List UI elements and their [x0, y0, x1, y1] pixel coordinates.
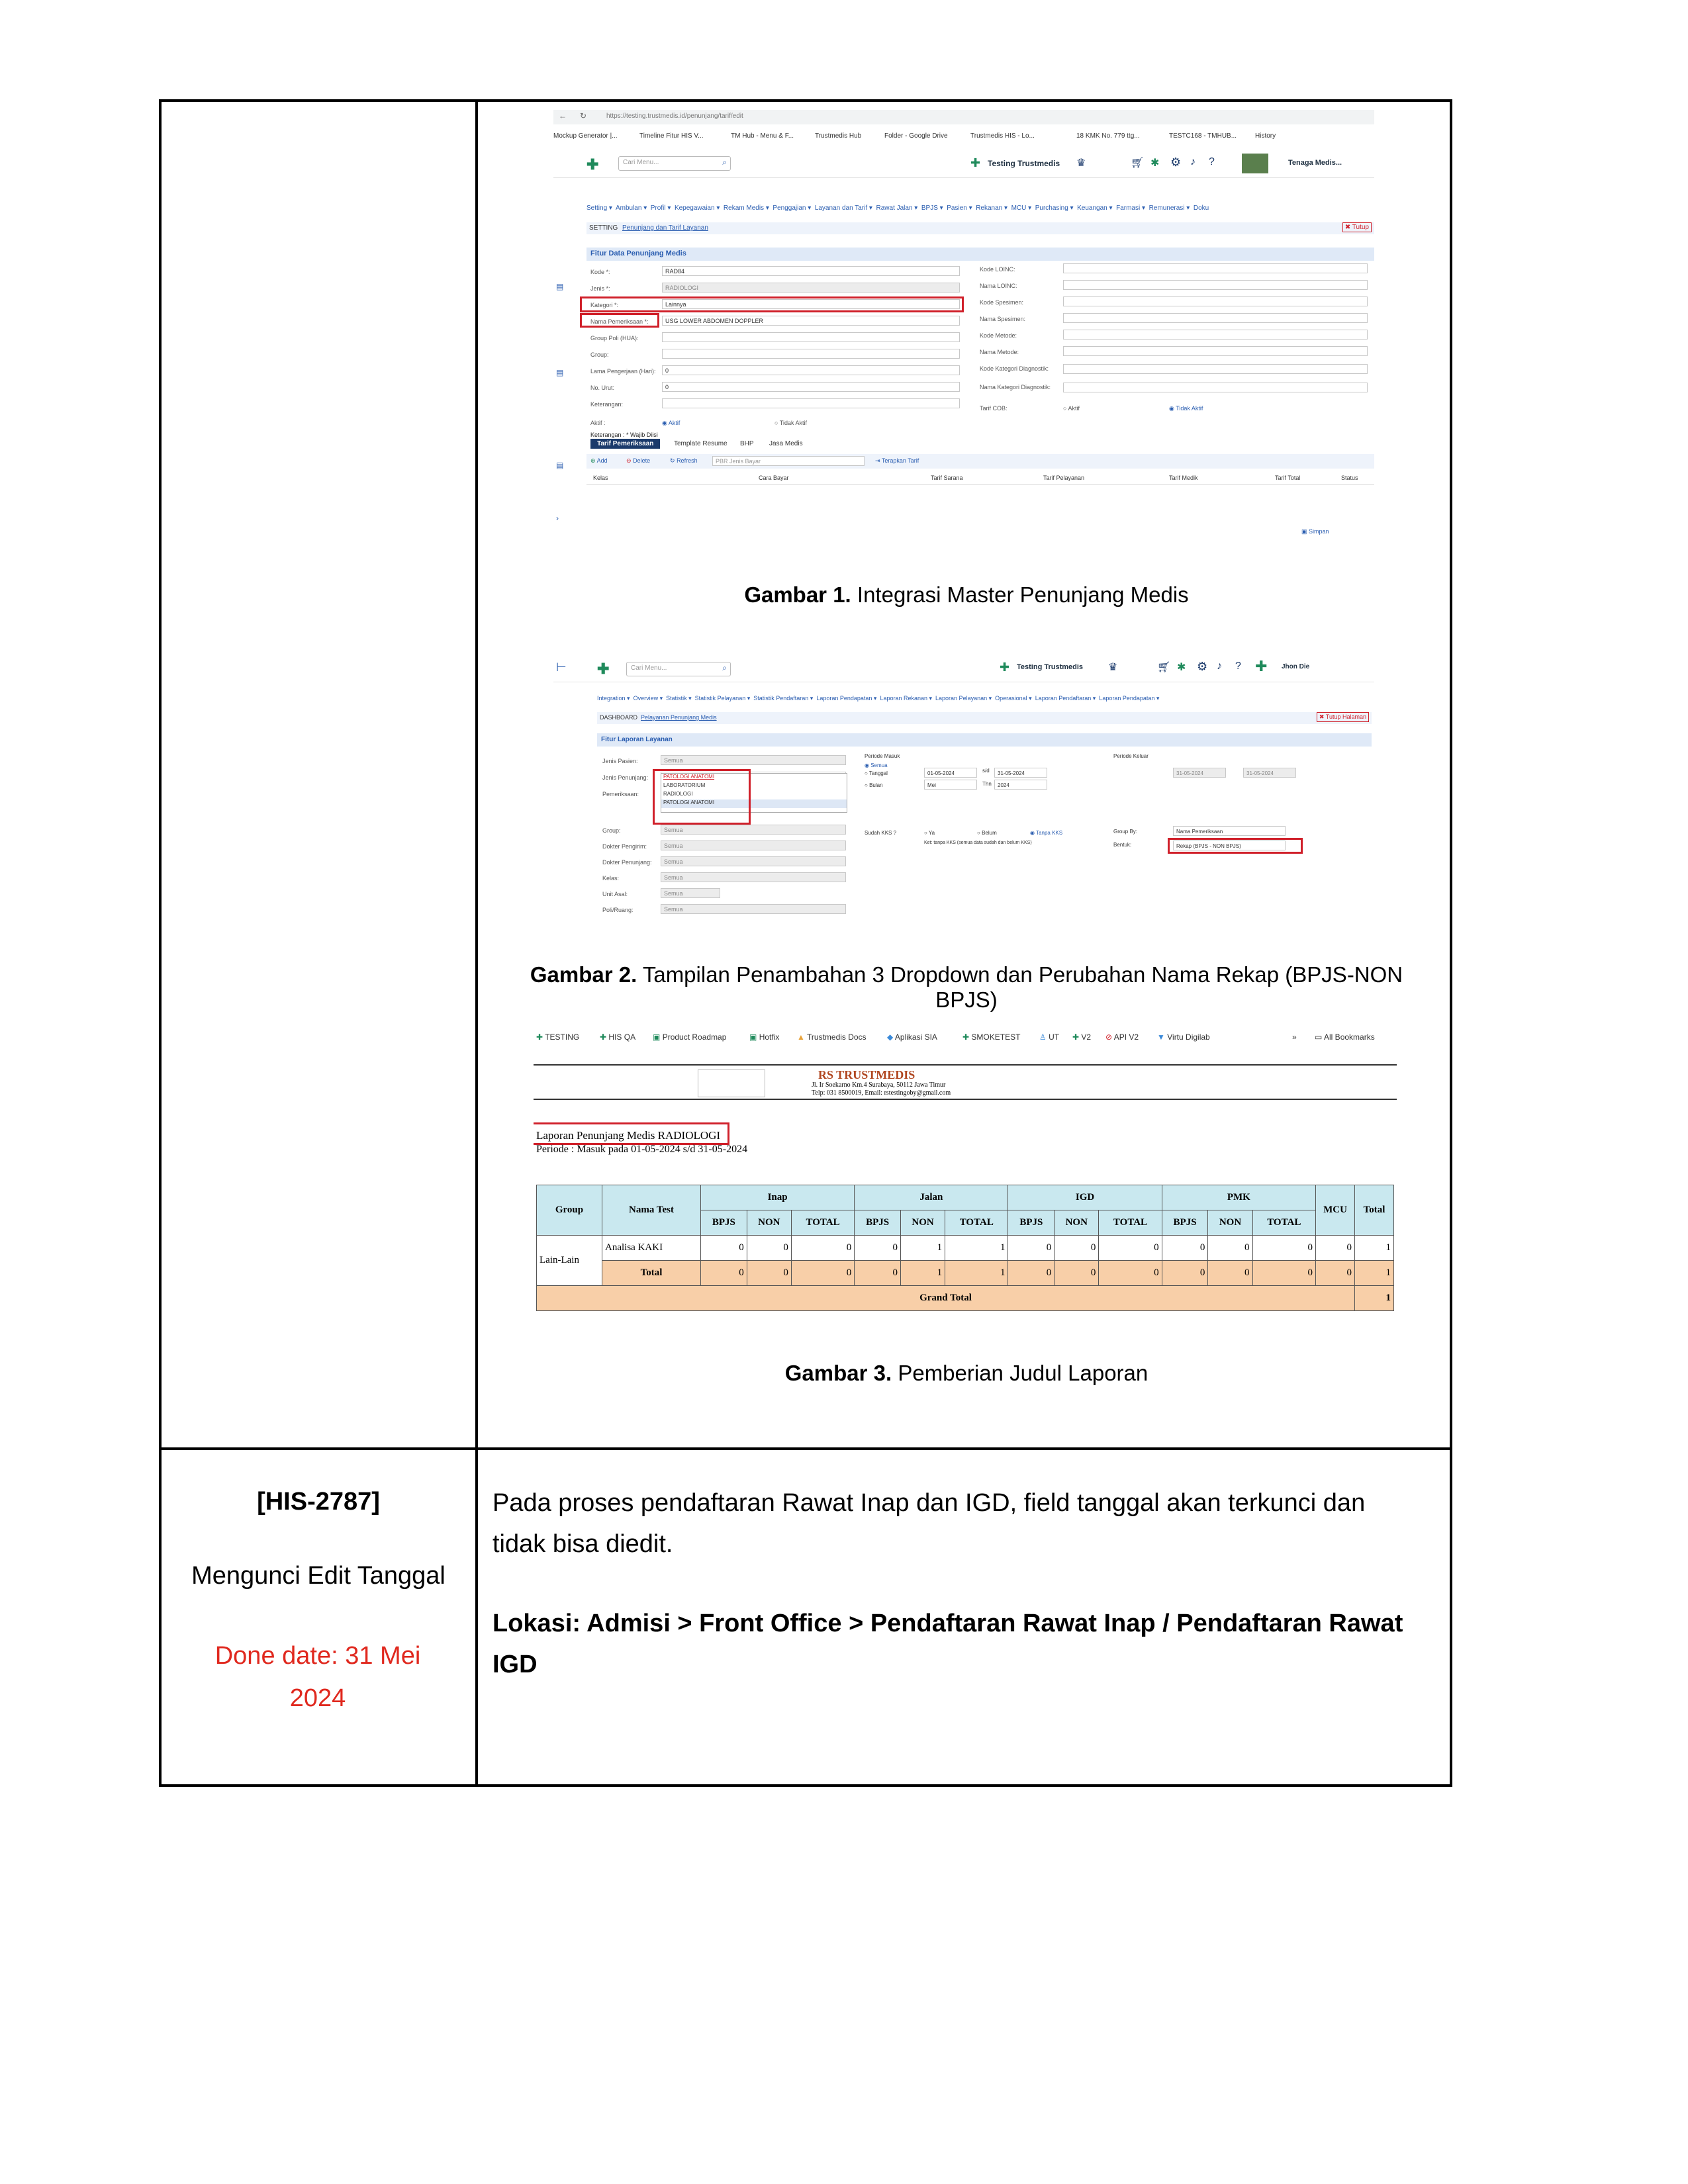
menu-item[interactable]: Profil — [650, 205, 666, 212]
dropdown-option[interactable]: PATOLOGI ANATOMI — [661, 799, 847, 808]
keluar-date-to[interactable]: 31-05-2024 — [1243, 768, 1296, 778]
nama-spesimen-select[interactable] — [1063, 313, 1368, 323]
column-header: Tarif Medik — [1169, 475, 1198, 481]
menu-item[interactable]: Statistik — [666, 695, 687, 702]
value-cell: 1 — [900, 1261, 945, 1286]
aktif-label: Aktif : — [590, 420, 606, 426]
close-page-button[interactable]: ✖ Tutup Halaman — [1317, 712, 1369, 722]
table-total-row — [537, 1261, 1394, 1286]
sub-header: TOTAL — [791, 1210, 854, 1236]
name-cell: Analisa KAKI — [602, 1236, 701, 1261]
figure-2-caption: Gambar 2. Tampilan Penambahan 3 Dropdown dan Perubahan Nama Rekap (BPJS-NON BPJS) — [530, 962, 1403, 1012]
dropdown-option-selected[interactable]: PATOLOGI ANATOMI — [663, 774, 715, 780]
bookmark-item[interactable]: ✚ TESTING — [536, 1032, 580, 1042]
tab-template-resume[interactable]: Template Resume — [674, 440, 727, 447]
refresh-icon: ↻ — [670, 457, 675, 464]
dropdown-option[interactable]: RADIOLOGI — [663, 791, 693, 797]
unit-asal-select[interactable]: Semua — [661, 888, 720, 898]
report-title-highlight — [534, 1122, 729, 1145]
brand-name: Testing Trustmedis — [988, 159, 1060, 168]
value-cell: 0 — [1252, 1236, 1315, 1261]
brand-icon: ✚ — [970, 156, 981, 169]
action-bar — [586, 454, 1374, 469]
bookmark-item[interactable]: TM Hub - Menu & F... — [731, 132, 794, 140]
sd-label: s/d — [982, 768, 990, 774]
bentuk-highlight — [1168, 838, 1303, 854]
menu-item[interactable]: Farmasi — [1116, 205, 1141, 212]
date-from-input[interactable]: 01-05-2024 — [924, 768, 977, 778]
sub-header: NON — [900, 1210, 945, 1236]
add-button[interactable]: ⊕ Add — [590, 457, 608, 464]
menu-item[interactable]: Ambulan — [615, 205, 642, 212]
cart-icon[interactable]: 🛒︎ — [1131, 158, 1145, 169]
menu-item[interactable]: Doku — [1193, 205, 1209, 212]
kode-spesimen-input[interactable] — [1063, 296, 1368, 306]
close-tab-button[interactable]: ✖ Tutup — [1342, 222, 1372, 232]
header-pmk: PMK — [1162, 1185, 1315, 1210]
apply-icon: ⇥ — [875, 457, 880, 464]
dokter-penunjang-select[interactable]: Semua — [661, 856, 846, 866]
group-by-label: Group By: — [1113, 829, 1138, 835]
field-label: Group: — [602, 827, 621, 834]
cart-icon[interactable]: 🛒︎ — [1157, 662, 1171, 673]
bookmarks-bar — [534, 1032, 1397, 1047]
tab-bhp[interactable]: BHP — [740, 440, 754, 447]
value-cell: 0 — [1055, 1261, 1099, 1286]
kks-belum-radio[interactable]: ○ Belum — [977, 830, 997, 836]
bookmark-item[interactable]: ✚ SMOKETEST — [962, 1032, 1021, 1042]
report-header-rule-2 — [534, 1099, 1397, 1100]
menu-item[interactable]: Keuangan — [1077, 205, 1107, 212]
gear-icon[interactable]: ⚙ — [1197, 660, 1208, 673]
sub-header: BPJS — [855, 1210, 901, 1236]
tab-jasa-medis[interactable]: Jasa Medis — [769, 440, 803, 447]
nama-loinc-select[interactable] — [1063, 280, 1368, 290]
grand-total-value: 1 — [1355, 1286, 1394, 1311]
menu-item[interactable]: Remunerasi — [1149, 205, 1185, 212]
bell-icon[interactable]: ♪ — [1217, 660, 1222, 672]
menu-item[interactable]: Laporan Pendapatan — [1099, 695, 1155, 702]
bookmark-item[interactable]: Trustmedis HIS - Lo... — [970, 132, 1035, 140]
bookmark-item[interactable]: Folder - Google Drive — [884, 132, 948, 140]
figure-1-screenshot — [553, 110, 1374, 540]
value-cell: 0 — [1252, 1261, 1315, 1286]
ticket-location: Lokasi: Admisi > Front Office > Pendaftaran Rawat Inap / Pendaftaran Rawat IGD — [492, 1610, 1403, 1678]
kelas-select[interactable]: Semua — [661, 872, 846, 882]
value-cell: 0 — [1162, 1236, 1208, 1261]
breadcrumb — [597, 712, 1372, 724]
value-cell: 0 — [855, 1261, 901, 1286]
value-cell: 0 — [1208, 1261, 1252, 1286]
help-icon[interactable]: ? — [1235, 660, 1241, 672]
delete-icon: ⊖ — [626, 457, 632, 464]
poli-ruang-select[interactable]: Semua — [661, 904, 846, 914]
column-header: Status — [1341, 475, 1358, 481]
field-label: Nama Metode: — [980, 349, 1019, 355]
radio-bulan[interactable]: ○ Bulan — [865, 782, 883, 788]
thn-label: Thn — [982, 781, 992, 787]
field-label: Nama Pemeriksaan *: — [590, 318, 649, 325]
column-header: Cara Bayar — [759, 475, 789, 481]
search-input[interactable] — [618, 156, 731, 171]
field-label: Kode Spesimen: — [980, 299, 1024, 306]
sub-header: NON — [1208, 1210, 1252, 1236]
breadcrumb — [586, 222, 1374, 234]
kks-tanpa-radio[interactable]: ◉ Tanpa KKS — [1030, 830, 1063, 836]
search-icon: ⌕ — [722, 158, 727, 167]
menu-item[interactable]: Rawat Jalan — [876, 205, 913, 212]
column-header: Kelas — [593, 475, 608, 481]
breadcrumb-page[interactable]: Pelayanan Penunjang Medis — [641, 714, 717, 721]
bookmark-item[interactable]: ✚ V2 — [1072, 1032, 1092, 1042]
panel-title: Fitur Data Penunjang Medis — [586, 248, 1374, 261]
brand-icon: ✚ — [1000, 660, 1010, 674]
column-header: Tarif Total — [1275, 475, 1301, 481]
value-cell: 0 — [1008, 1236, 1055, 1261]
value-cell: 0 — [1099, 1236, 1162, 1261]
bookmark-item[interactable]: ⊘ API V2 — [1105, 1032, 1139, 1042]
table-header-row — [537, 1185, 1394, 1210]
header-inap: Inap — [701, 1185, 855, 1210]
value-cell: 0 — [747, 1236, 791, 1261]
aktif-radio[interactable]: ◉ Aktif — [662, 420, 680, 426]
field-label: Nama Kategori Diagnostik: — [980, 384, 1051, 390]
kode-kategori-input[interactable] — [1063, 364, 1368, 374]
broken-logo-image — [698, 1069, 765, 1097]
kategori-highlight — [580, 296, 964, 312]
header-group: Group — [537, 1185, 602, 1236]
nav-icon[interactable]: ⊢ — [556, 660, 567, 674]
bookmark-item[interactable]: ♙ UT — [1039, 1032, 1060, 1042]
grand-total-row — [537, 1286, 1394, 1311]
menu-item[interactable]: BPJS — [921, 205, 938, 212]
tarif-table-header — [586, 471, 1374, 485]
periode-masuk-label: Periode Masuk — [865, 753, 900, 759]
expand-icon[interactable]: › — [556, 514, 559, 523]
bentuk-select[interactable]: Rekap (BPJS - NON BPJS) — [1173, 841, 1286, 850]
report-title: Laporan Penunjang Medis RADIOLOGI — [536, 1129, 721, 1142]
kks-ya-radio[interactable]: ○ Ya — [924, 830, 935, 836]
hospital-address: Jl. Ir Soekarno Km.4 Surabaya, 50112 Jawa Timur — [812, 1081, 946, 1089]
field-label: Jenis Penunjang: — [602, 774, 649, 781]
hospital-contact: Telp: 031 8500019, Email: rstestingoby@gmail.com — [812, 1089, 951, 1097]
ticket-title: Mengunci Edit Tanggal — [191, 1562, 445, 1590]
bookmark-item[interactable]: ▲ Trustmedis Docs — [797, 1032, 867, 1042]
wajib-note: Keterangan : * Wajib Diisi — [590, 432, 658, 438]
bell-icon[interactable]: ♪ — [1190, 156, 1196, 167]
main-menu: Integration ▾ Overview ▾ Statistik ▾ Statistik Pelayanan ▾ Statistik Pendaftaran ▾ Laporan Pendapatan ▾ Laporan Rekanan ▾ Laporan Pelayanan ▾ Operasional ▾ Laporan Pendaftaran ▾ Laporan Pendapatan ▾ — [597, 695, 1160, 702]
radio-semua[interactable]: ◉ Semua — [865, 762, 888, 768]
field-label: Jenis Pasien: — [602, 758, 638, 764]
value-cell: 0 — [791, 1236, 854, 1261]
periode-keluar-label: Periode Keluar — [1113, 753, 1149, 759]
keluar-date-from[interactable]: 31-05-2024 — [1173, 768, 1226, 778]
no-urut-input[interactable]: 0 — [662, 382, 960, 392]
kks-note: Ket: tanpa KKS (semua data sudah dan belum KKS) — [924, 841, 1032, 845]
value-cell: 1 — [900, 1236, 945, 1261]
header-jalan: Jalan — [855, 1185, 1008, 1210]
menu-item[interactable]: Purchasing — [1035, 205, 1068, 212]
kategori-select[interactable]: Lainnya — [662, 299, 960, 309]
periode-masuk-box — [865, 753, 1090, 819]
dropdown-option[interactable]: LABORATORIUM — [663, 782, 706, 788]
search-placeholder: Cari Menu... — [623, 159, 659, 166]
panel-title: Fitur Laporan Layanan — [597, 733, 1372, 747]
total-label-cell: Total — [602, 1261, 701, 1286]
field-label: Kode Kategori Diagnostik: — [980, 365, 1049, 372]
year-select[interactable]: 2024 — [994, 780, 1047, 790]
hospital-name: RS TRUSTMEDIS — [818, 1068, 915, 1081]
field-label: Dokter Pengirim: — [602, 843, 647, 850]
value-cell: 0 — [1162, 1261, 1208, 1286]
table-row — [537, 1236, 1394, 1261]
bookmarks-bar — [553, 132, 1374, 144]
app-header — [553, 151, 1374, 178]
grand-total-label: Grand Total — [537, 1286, 1355, 1311]
field-label: Nama Spesimen: — [980, 316, 1026, 322]
bentuk-label: Bentuk: — [1113, 842, 1132, 848]
menu-item[interactable]: Operasional — [995, 695, 1027, 702]
refresh-button[interactable]: ↻ Refresh — [670, 457, 698, 464]
bookmark-item[interactable]: Trustmedis Hub — [815, 132, 862, 140]
jenis-select[interactable]: RADIOLOGI — [662, 283, 960, 293]
value-cell: 0 — [1008, 1261, 1055, 1286]
sudah-kks-label: Sudah KKS ? — [865, 830, 897, 836]
lama-pengerjaan-input[interactable]: 0 — [662, 365, 960, 375]
sidebar-icon[interactable]: ▤ — [556, 368, 564, 377]
report-periode: Periode : Masuk pada 01-05-2024 s/d 31-05-2024 — [536, 1144, 748, 1155]
url-field[interactable]: https://testing.trustmedis.id/penunjang/tarif/edit — [606, 113, 743, 120]
value-cell: 0 — [1208, 1236, 1252, 1261]
user-logo-icon[interactable]: ✚ — [1255, 658, 1268, 674]
sub-header: BPJS — [701, 1210, 747, 1236]
value-cell: 0 — [855, 1236, 901, 1261]
menu-item[interactable]: Laporan Pendapatan — [816, 695, 872, 702]
bookmark-item[interactable]: Mockup Generator |... — [553, 132, 618, 140]
radio-tanggal[interactable]: ○ Tanggal — [865, 770, 888, 776]
ticket-description: Pada proses pendaftaran Rawat Inap dan IGD, field tanggal akan terkunci dan tidak bisa diedit. — [492, 1489, 1366, 1558]
done-date: Done date: 31 Mei 2024 — [214, 1642, 421, 1712]
bookmark-item[interactable]: Timeline Fitur HIS V... — [639, 132, 704, 140]
kode-input[interactable]: RAD84 — [662, 266, 960, 276]
menu-item[interactable]: Rekam Medis — [723, 205, 765, 212]
field-label: Kode *: — [590, 269, 610, 275]
value-cell: 1 — [1355, 1236, 1394, 1261]
group-cell: Lain-Lain — [537, 1236, 602, 1286]
avatar[interactable] — [1242, 154, 1268, 173]
ticket-id: [HIS-2787] — [257, 1488, 380, 1516]
sub-header: NON — [1055, 1210, 1099, 1236]
figure-2-screenshot — [553, 655, 1374, 927]
group-select[interactable]: Semua — [661, 825, 846, 835]
row-divider — [159, 1447, 1452, 1450]
field-label: Unit Asal: — [602, 891, 628, 897]
field-label: Jenis *: — [590, 285, 610, 292]
tools-icon[interactable]: ✱ — [1177, 662, 1186, 673]
reload-icon[interactable]: ↻ — [580, 111, 587, 120]
menu-item[interactable]: Setting — [586, 205, 608, 212]
group-poli-select[interactable] — [662, 332, 960, 342]
group-by-select[interactable]: Nama Pemeriksaan — [1173, 826, 1286, 836]
kode-loinc-input[interactable] — [1063, 263, 1368, 273]
date-to-input[interactable]: 31-05-2024 — [994, 768, 1047, 778]
header-mcu: MCU — [1316, 1185, 1355, 1236]
value-cell: 0 — [791, 1261, 854, 1286]
value-cell: 0 — [1099, 1261, 1162, 1286]
field-label: No. Urut: — [590, 385, 615, 391]
report-header-rule — [534, 1064, 1397, 1066]
crown-icon[interactable]: ♛ — [1108, 662, 1118, 673]
kks-row — [865, 830, 1090, 856]
breadcrumb-root: SETTING — [589, 224, 618, 232]
field-label: Lama Pengerjaan (Hari): — [590, 368, 656, 375]
dropdown-highlight — [653, 769, 751, 825]
sub-header: TOTAL — [1252, 1210, 1315, 1236]
cob-tidak-aktif-radio[interactable]: ◉ Tidak Aktif — [1169, 405, 1203, 412]
tab-bar — [586, 439, 1374, 451]
all-bookmarks[interactable]: ▭ All Bookmarks — [1315, 1032, 1375, 1042]
search-input[interactable] — [626, 662, 731, 676]
nama-pemeriksaan-highlight — [580, 313, 659, 328]
bookmark-item[interactable]: ✚ HIS QA — [600, 1032, 636, 1042]
figure-3-caption: Gambar 3. Pemberian Judul Laporan — [784, 1361, 1149, 1385]
header-nama-test: Nama Test — [602, 1185, 701, 1236]
menu-item[interactable]: Penggajian — [773, 205, 806, 212]
delete-button[interactable]: ⊖ Delete — [626, 457, 651, 464]
bookmark-item[interactable]: 18 KMK No. 779 ttg... — [1076, 132, 1140, 140]
breadcrumb-page[interactable]: Penunjang dan Tarif Layanan — [622, 224, 708, 232]
gear-icon[interactable]: ⚙ — [1170, 156, 1182, 169]
value-cell: 0 — [1316, 1236, 1355, 1261]
menu-item[interactable]: Laporan Pelayanan — [935, 695, 988, 702]
menu-item[interactable]: Layanan dan Tarif — [814, 205, 868, 212]
field-label: Keterangan: — [590, 401, 624, 408]
value-cell: 0 — [701, 1261, 747, 1286]
brand-name: Testing Trustmedis — [1017, 663, 1084, 671]
report-table — [536, 1185, 1394, 1311]
add-icon: ⊕ — [590, 457, 596, 464]
field-label: Pemeriksaan: — [602, 791, 639, 797]
menu-item[interactable]: Integration — [597, 695, 626, 702]
field-label: Kode LOINC: — [980, 266, 1015, 273]
tools-icon[interactable]: ✱ — [1150, 158, 1160, 169]
main-menu: Setting ▾ Ambulan ▾ Profil ▾ Kepegawaian ▾ Rekam Medis ▾ Penggajian ▾ Layanan dan Tarif ▾ Rawat Jalan ▾ BPJS ▾ Pasien ▾ Rekanan ▾ MCU ▾ Purchasing ▾ Keuangan ▾ Farmasi ▾ Remunerasi ▾ Doku — [586, 205, 1209, 212]
field-label: Group Poli (HUA): — [590, 335, 639, 341]
header-igd: IGD — [1008, 1185, 1162, 1210]
bookmark-item[interactable]: TESTC168 - TMHUB... — [1169, 132, 1237, 140]
nama-pemeriksaan-input[interactable]: USG LOWER ABDOMEN DOPPLER — [662, 316, 960, 326]
sub-header: TOTAL — [1099, 1210, 1162, 1236]
sub-header: BPJS — [1162, 1210, 1208, 1236]
bookmark-item[interactable]: ▣ Hotfix — [749, 1032, 780, 1042]
tidak-aktif-radio[interactable]: ○ Tidak Aktif — [774, 420, 807, 426]
figure-3-screenshot — [534, 1030, 1397, 1321]
menu-item[interactable]: Overview — [633, 695, 659, 702]
sub-header: TOTAL — [945, 1210, 1008, 1236]
crown-icon[interactable]: ♛ — [1076, 158, 1086, 169]
value-cell: 1 — [945, 1236, 1008, 1261]
field-label: Dokter Penunjang: — [602, 859, 652, 866]
menu-item[interactable]: MCU — [1011, 205, 1027, 212]
browser-toolbar — [553, 110, 1374, 124]
menu-item[interactable]: Laporan Rekanan — [880, 695, 927, 702]
nama-metode-select[interactable] — [1063, 346, 1368, 356]
group-select[interactable] — [662, 349, 960, 359]
logo-icon: ✚ — [597, 660, 610, 677]
figure-1-caption: Gambar 1. Integrasi Master Penunjang Medis — [744, 582, 1189, 607]
save-button[interactable]: ▣ Simpan — [1301, 528, 1329, 535]
sub-header: BPJS — [1008, 1210, 1055, 1236]
cob-aktif-radio[interactable]: ○ Aktif — [1063, 405, 1080, 412]
month-select[interactable]: Mei — [924, 780, 977, 790]
value-cell: 0 — [1316, 1261, 1355, 1286]
bookmark-item[interactable]: ▼ Virtu Digilab — [1157, 1032, 1210, 1042]
field-label: Poli/Ruang: — [602, 907, 633, 913]
dokter-pengirim-select[interactable]: Semua — [661, 841, 846, 850]
search-icon: ⌕ — [722, 663, 727, 672]
breadcrumb-root: DASHBOARD — [600, 714, 638, 721]
menu-item[interactable]: Statistik Pendaftaran — [753, 695, 809, 702]
value-cell: 0 — [747, 1261, 791, 1286]
help-icon[interactable]: ? — [1209, 156, 1215, 167]
menu-item[interactable]: Kepegawaian — [674, 205, 715, 212]
menu-item[interactable]: Pasien — [947, 205, 967, 212]
menu-item[interactable]: Rekanan — [976, 205, 1003, 212]
user-name[interactable]: Tenaga Medis... — [1288, 159, 1342, 167]
jenis-bayar-select[interactable]: PBR Jenis Bayar — [712, 456, 865, 466]
keterangan-input[interactable] — [662, 398, 960, 408]
field-label: Kode Metode: — [980, 332, 1017, 339]
tarif-cob-label: Tarif COB: — [980, 405, 1008, 412]
jenis-pasien-select[interactable]: Semua — [661, 755, 846, 765]
tab-tarif-pemeriksaan[interactable]: Tarif Pemeriksaan — [590, 439, 660, 449]
kode-metode-input[interactable] — [1063, 330, 1368, 340]
column-header: Tarif Pelayanan — [1043, 475, 1085, 481]
sub-header: NON — [747, 1210, 791, 1236]
column-divider — [475, 99, 478, 1787]
more-bookmarks-icon[interactable]: » — [1292, 1032, 1297, 1042]
value-cell: 1 — [1355, 1261, 1394, 1286]
user-name[interactable]: Jhon Die — [1282, 663, 1310, 670]
back-icon[interactable]: ← — [559, 111, 567, 120]
bookmark-item[interactable]: ◆ Aplikasi SIA — [887, 1032, 937, 1042]
app-header — [553, 655, 1374, 682]
periode-keluar-box — [1113, 753, 1365, 819]
sidebar-icon[interactable]: ▤ — [556, 461, 564, 470]
field-label: Nama LOINC: — [980, 283, 1017, 289]
terapkan-tarif-button[interactable]: ⇥ Terapkan Tarif — [875, 457, 919, 464]
value-cell: 0 — [1055, 1236, 1099, 1261]
sidebar-icon[interactable]: ▤ — [556, 282, 564, 291]
menu-item[interactable]: Laporan Pendaftaran — [1035, 695, 1092, 702]
value-cell: 0 — [701, 1236, 747, 1261]
header-total: Total — [1355, 1185, 1394, 1236]
bookmark-item[interactable]: ▣ Product Roadmap — [653, 1032, 727, 1042]
logo-icon: ✚ — [586, 156, 599, 173]
search-placeholder: Cari Menu... — [631, 664, 667, 672]
field-label: Group: — [590, 351, 609, 358]
side-nav — [553, 169, 567, 540]
menu-item[interactable]: Statistik Pelayanan — [694, 695, 746, 702]
field-label: Kategori *: — [590, 302, 619, 308]
column-header: Tarif Sarana — [931, 475, 963, 481]
field-label: Kelas: — [602, 875, 620, 882]
bookmark-item[interactable]: History — [1255, 132, 1276, 140]
nama-kategori-select[interactable] — [1063, 383, 1368, 392]
value-cell: 1 — [945, 1261, 1008, 1286]
